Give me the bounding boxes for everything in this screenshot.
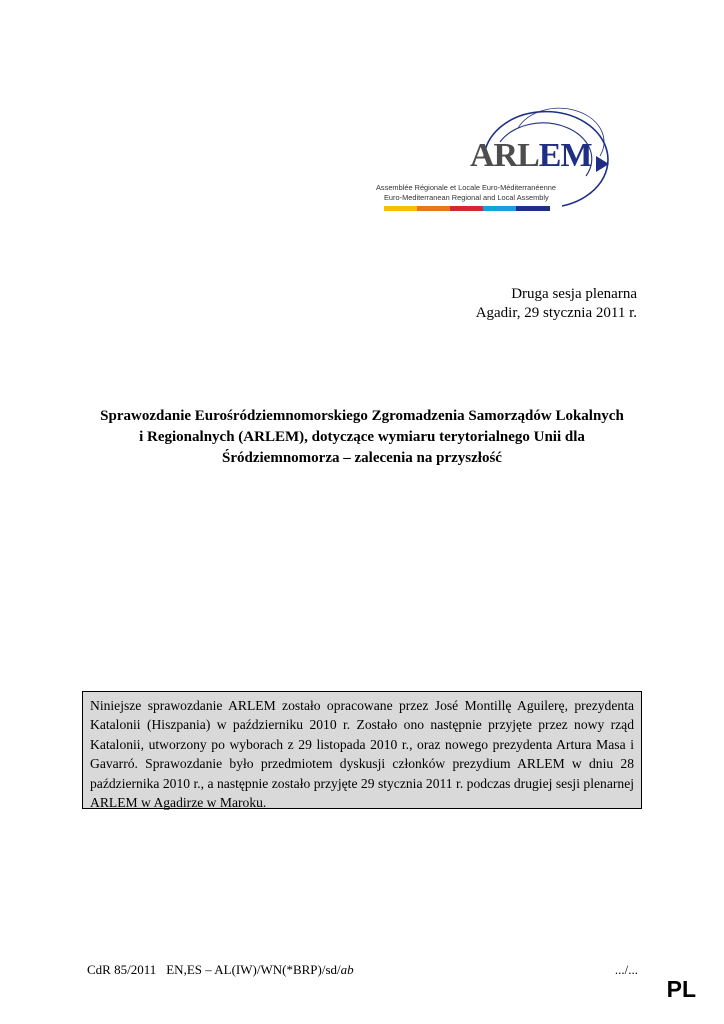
info-note-text: Niniejsze sprawozdanie ARLEM zostało opracowane przez José Montillę Aguilerę, prezydenta Katalonii (Hiszpania) w październiku 2010 r. Zostało ono następnie przyjęte przez nowy rząd Katalonii, utworzony po wyborach z 29 listopada 2010 r., oraz nowego prezydenta Artura Masa i Gavarró. Sprawozdanie było przedmiotem dyskusji członków prezydium ARLEM w dniu 28 października 2010 r., a następnie zostało przyjęte 29 stycznia 2011 r. podczas drugiej sesji plenarnej ARLEM w Agadirze w Maroku. [90,698,634,811]
info-note-box [82,691,642,809]
title-line-1: Sprawozdanie Eurośródziemnomorskiego Zgromadzenia Samorządów Lokalnych [100,408,624,424]
session-name: Druga sesja plenarna [511,286,637,302]
footer-continuation: .../... [614,962,638,977]
logo-color-bar-darkblue [516,206,550,211]
footer-ref-initials: ab [340,962,354,977]
logo-wordmark-part2: EM [538,137,592,174]
footer-reference [87,962,354,978]
footer-doc-number: CdR 85/2011 [87,962,157,977]
logo-color-bar-lightblue [483,206,516,211]
title-line-3: Śródziemnomorza – zalecenia na przyszłość [222,450,502,466]
footer-ref-main: EN,ES – AL(IW)/WN(*BRP)/sd/ [166,962,341,977]
logo-arrow-icon [596,156,609,172]
session-info [476,285,637,323]
logo-color-bar-red [450,206,483,211]
session-place-date: Agadir, 29 stycznia 2011 r. [475,305,637,321]
logo-wordmark-part1: ARL [470,137,539,174]
title-line-2: i Regionalnych (ARLEM), dotyczące wymiaru terytorialnego Unii dla [139,429,585,445]
logo-subtitle-en: Euro-Mediterranean Regional and Local Assembly [384,193,549,202]
logo-wordmark [470,139,592,173]
document-title [90,406,634,469]
arlem-logo [374,106,630,216]
logo-subtitle-fr: Assemblée Régionale et Locale Euro-Méditerranéenne [376,183,556,192]
language-code: PL [666,976,696,1002]
logo-color-bar-yellow [384,206,417,211]
logo-color-bar-orange [417,206,450,211]
